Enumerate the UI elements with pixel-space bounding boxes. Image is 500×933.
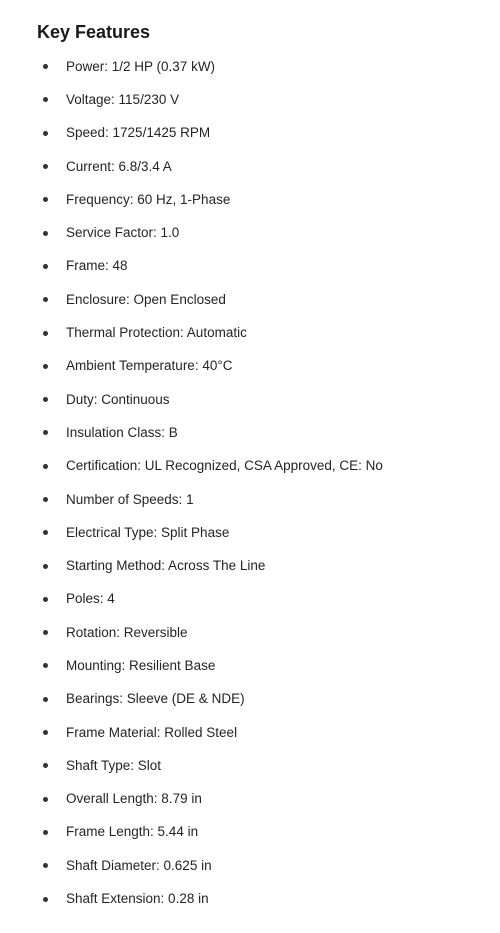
list-item bbox=[0, 350, 500, 383]
feature-text: Shaft Extension: 0.28 in bbox=[66, 891, 209, 907]
feature-text: Insulation Class: B bbox=[66, 424, 178, 440]
bullet-icon bbox=[43, 331, 48, 336]
list-item bbox=[0, 183, 500, 216]
bullet-icon bbox=[43, 197, 48, 202]
bullet-icon bbox=[43, 131, 48, 136]
bullet-icon bbox=[43, 564, 48, 569]
list-item bbox=[0, 549, 500, 582]
bullet-icon bbox=[43, 231, 48, 236]
list-item bbox=[0, 50, 500, 83]
list-item bbox=[0, 216, 500, 249]
feature-text: Shaft Type: Slot bbox=[66, 757, 162, 773]
feature-text: Mounting: Resilient Base bbox=[66, 657, 216, 673]
list-item bbox=[0, 150, 500, 183]
bullet-icon bbox=[43, 863, 48, 868]
section-heading: Key Features bbox=[37, 22, 151, 42]
list-item bbox=[0, 416, 500, 449]
bullet-icon bbox=[43, 430, 48, 435]
bullet-icon bbox=[43, 297, 48, 302]
bullet-icon bbox=[43, 97, 48, 102]
feature-text: Shaft Diameter: 0.625 in bbox=[66, 857, 212, 873]
list-item bbox=[0, 882, 500, 915]
bullet-icon bbox=[43, 597, 48, 602]
feature-text: Service Factor: 1.0 bbox=[66, 225, 180, 241]
list-item bbox=[0, 283, 500, 316]
list-item bbox=[0, 516, 500, 549]
feature-text: Frequency: 60 Hz, 1-Phase bbox=[66, 191, 231, 207]
list-item bbox=[0, 383, 500, 416]
bullet-icon bbox=[43, 630, 48, 635]
list-item bbox=[0, 749, 500, 782]
feature-text: Thermal Protection: Automatic bbox=[66, 325, 247, 341]
bullet-icon bbox=[43, 364, 48, 369]
list-item bbox=[0, 783, 500, 816]
list-item bbox=[0, 716, 500, 749]
feature-text: Power: 1/2 HP (0.37 kW) bbox=[66, 58, 216, 74]
list-item bbox=[0, 117, 500, 150]
feature-text: Frame Length: 5.44 in bbox=[66, 824, 199, 840]
bullet-icon bbox=[43, 164, 48, 169]
feature-text: Current: 6.8/3.4 A bbox=[66, 158, 172, 174]
bullet-icon bbox=[43, 730, 48, 735]
list-item bbox=[0, 450, 500, 483]
feature-text: Speed: 1725/1425 RPM bbox=[66, 125, 211, 141]
bullet-icon bbox=[43, 464, 48, 469]
feature-text: Frame Material: Rolled Steel bbox=[66, 724, 238, 740]
feature-text: Bearings: Sleeve (DE & NDE) bbox=[66, 691, 245, 707]
feature-text: Rotation: Reversible bbox=[66, 624, 188, 640]
list-item bbox=[0, 583, 500, 616]
list-item bbox=[0, 616, 500, 649]
bullet-icon bbox=[43, 797, 48, 802]
feature-text: Frame: 48 bbox=[66, 258, 128, 274]
bullet-icon bbox=[43, 763, 48, 768]
bullet-icon bbox=[43, 663, 48, 668]
list-item bbox=[0, 683, 500, 716]
feature-text: Duty: Continuous bbox=[66, 391, 170, 407]
feature-text: Number of Speeds: 1 bbox=[66, 491, 194, 507]
feature-text: Certification: UL Recognized, CSA Approved, CE: No bbox=[66, 458, 383, 474]
feature-text: Ambient Temperature: 40°C bbox=[66, 358, 233, 374]
list-item bbox=[0, 816, 500, 849]
feature-text: Overall Length: 8.79 in bbox=[66, 791, 202, 807]
list-item bbox=[0, 316, 500, 349]
bullet-icon bbox=[43, 64, 48, 69]
list-item bbox=[0, 849, 500, 882]
bullet-icon bbox=[43, 697, 48, 702]
bullet-icon bbox=[43, 530, 48, 535]
bullet-icon bbox=[43, 397, 48, 402]
bullet-icon bbox=[43, 497, 48, 502]
feature-text: Voltage: 115/230 V bbox=[66, 91, 180, 107]
feature-text: Starting Method: Across The Line bbox=[66, 558, 266, 574]
bullet-icon bbox=[43, 264, 48, 269]
feature-list bbox=[0, 50, 500, 916]
list-item bbox=[0, 483, 500, 516]
bullet-icon bbox=[43, 897, 48, 902]
list-item bbox=[0, 649, 500, 682]
list-item bbox=[0, 83, 500, 116]
feature-text: Electrical Type: Split Phase bbox=[66, 524, 230, 540]
feature-text: Poles: 4 bbox=[66, 591, 115, 607]
bullet-icon bbox=[43, 830, 48, 835]
list-item bbox=[0, 250, 500, 283]
feature-text: Enclosure: Open Enclosed bbox=[66, 291, 226, 307]
